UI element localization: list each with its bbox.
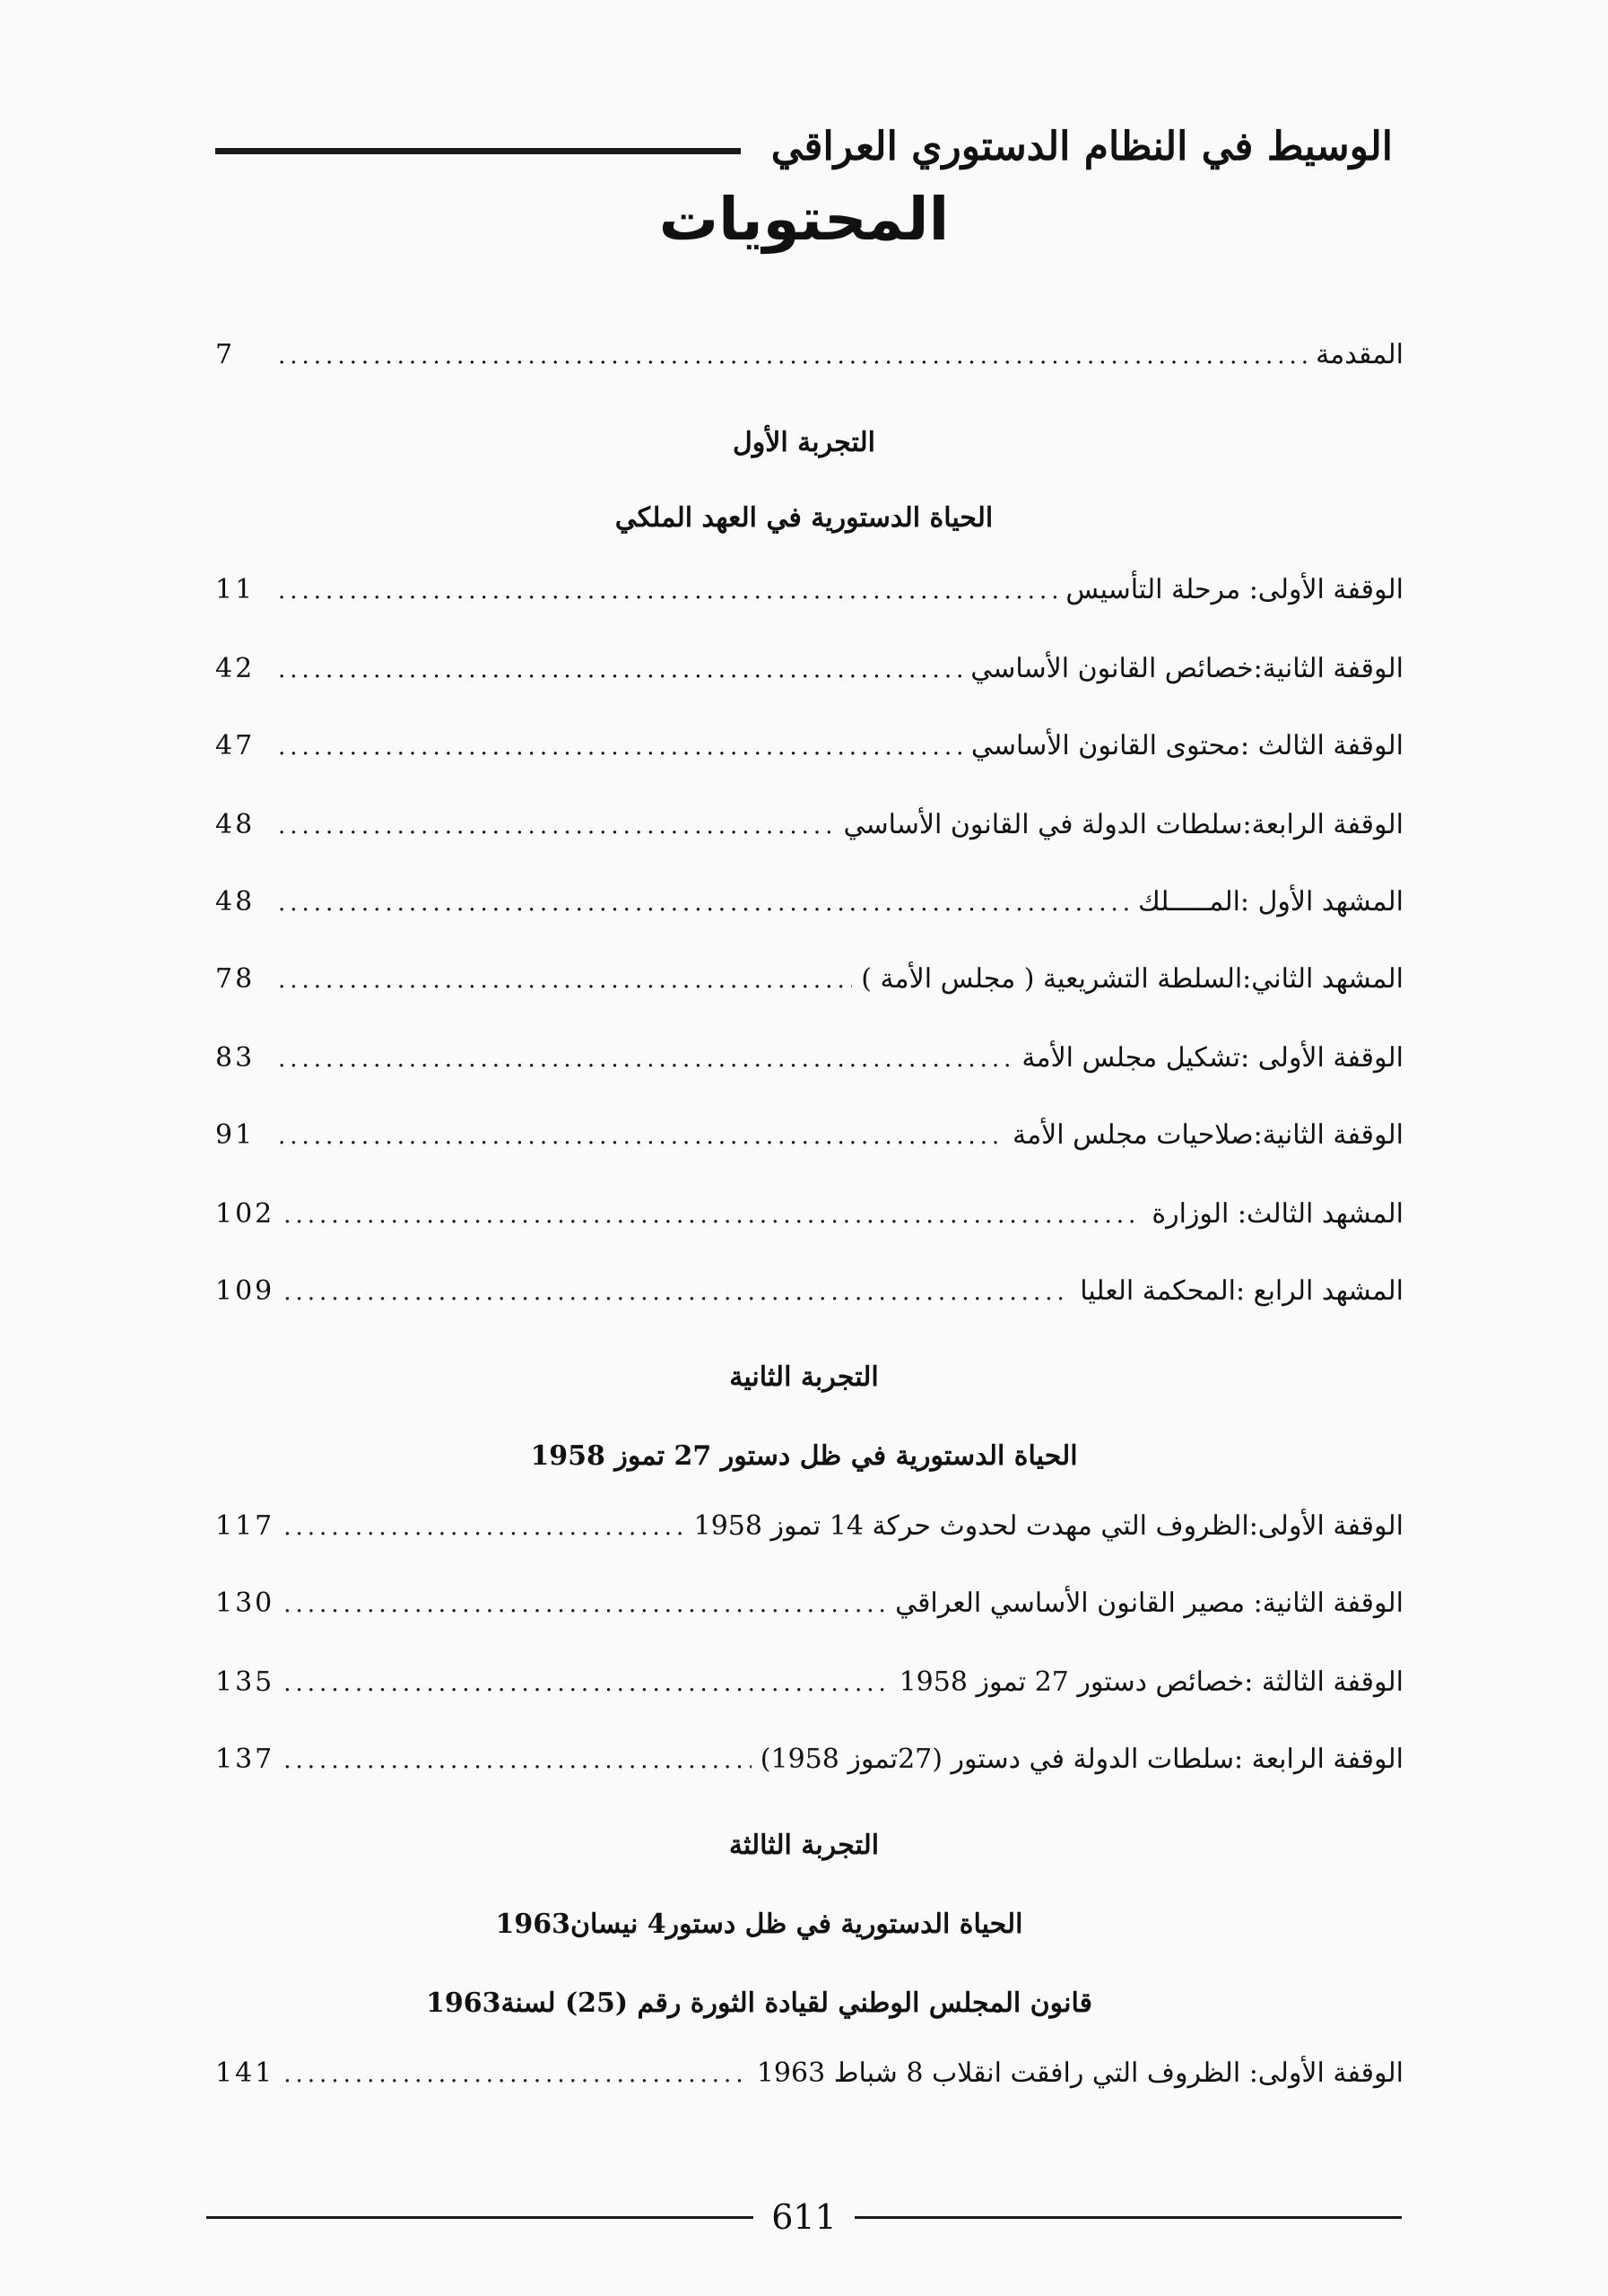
toc-entry-page: 137 <box>215 1744 275 1775</box>
header-rule <box>215 148 741 154</box>
part3-heading: التجربة الثالثة <box>728 1830 880 1861</box>
toc-entry-text: المشهد الثاني:السلطة التشريعية ( مجلس الأمة ) <box>861 963 1404 995</box>
toc-entry[interactable] <box>215 1510 1404 1564</box>
toc-entry[interactable] <box>215 1198 1404 1252</box>
toc-entry-page: 42 <box>215 653 256 684</box>
toc-entry-text: المقدمة <box>1316 339 1404 370</box>
toc-leader-dots <box>283 1591 886 1618</box>
toc-leader-dots <box>283 1747 752 1774</box>
toc-entry-page: 83 <box>215 1042 256 1074</box>
footer-rule-left <box>206 2216 753 2219</box>
toc-heading: المحتويات <box>658 185 950 254</box>
toc-entry[interactable] <box>215 653 1404 707</box>
part1-subheading: الحياة الدستورية في العهد الملكي <box>614 502 994 534</box>
toc-entry-text: المشهد الأول :المـــــلك <box>1137 886 1404 918</box>
part2-heading: التجربة الثانية <box>729 1361 879 1393</box>
toc-leader-dots <box>283 2061 748 2088</box>
toc-entry-text: الوقفة الثالث :محتوى القانون الأساسي <box>970 730 1404 761</box>
toc-entry-text: الوقفة الأولى: مرحلة التأسيس <box>1065 574 1404 605</box>
toc-leader-dots <box>278 657 961 683</box>
toc-leader-dots <box>283 1202 1143 1229</box>
part2-subheading: الحياة الدستورية في ظل دستور 27 تموز 1958 <box>530 1440 1078 1472</box>
toc-entry[interactable] <box>215 730 1404 784</box>
toc-entry-page: 47 <box>215 730 256 761</box>
toc-entry-text: الوقفة الرابعة:سلطات الدولة في القانون الأساسي <box>843 809 1404 840</box>
toc-entry-page: 78 <box>215 963 256 995</box>
part3-subheading: الحياة الدستورية في ظل دستور4 نيسان1963 <box>495 1909 1023 1940</box>
toc-entry-page: 117 <box>215 1510 275 1542</box>
toc-entry[interactable] <box>215 2057 1404 2111</box>
toc-entry[interactable] <box>215 1587 1404 1641</box>
book-title: الوسيط في النظام الدستوري العراقي <box>770 123 1393 170</box>
toc-entry[interactable] <box>215 574 1404 628</box>
toc-leader-dots <box>278 578 1056 604</box>
toc-entry-page: 109 <box>215 1275 275 1307</box>
toc-entry-text: الوقفة الأولى: الظروف التي رافقت انقلاب 8 شباط 1963 <box>756 2057 1404 2089</box>
toc-entry-page: 130 <box>215 1587 275 1619</box>
page-number: 611 <box>771 2197 837 2237</box>
toc-entry-text: المشهد الثالث: الوزارة <box>1152 1198 1404 1230</box>
toc-leader-dots <box>278 813 834 839</box>
part1-heading: التجربة الأول <box>732 427 876 458</box>
toc-entry-page: 48 <box>215 809 256 840</box>
toc-entry[interactable] <box>215 1275 1404 1329</box>
toc-entry[interactable] <box>215 809 1404 863</box>
toc-entry-page: 48 <box>215 886 256 918</box>
toc-entry-text: الوقفة الثانية: مصير القانون الأساسي العراقي <box>895 1587 1404 1619</box>
toc-leader-dots <box>278 734 962 761</box>
toc-entry-page: 135 <box>215 1666 275 1698</box>
toc-entry-intro[interactable] <box>215 339 1404 393</box>
toc-leader-dots <box>278 343 1307 370</box>
toc-entry[interactable] <box>215 1666 1404 1720</box>
toc-entry-text: الوقفة الأولى:الظروف التي مهدت لحدوث حركة 14 تموز 1958 <box>693 1510 1404 1542</box>
footer-rule-right <box>855 2216 1402 2219</box>
toc-entry-page: 91 <box>215 1119 256 1151</box>
toc-entry-page: 102 <box>215 1198 275 1230</box>
toc-entry-text: الوقفة الثالثة :خصائص دستور 27 تموز 1958 <box>899 1666 1404 1698</box>
toc-leader-dots <box>278 1046 1013 1073</box>
part3-subheading-law: قانون المجلس الوطني لقيادة الثورة رقم (25) لسنة1963 <box>425 1987 1093 2019</box>
toc-entry-text: الوقفة الثانية:خصائص القانون الأساسي <box>970 653 1404 684</box>
toc-entry-text: الوقفة الرابعة :سلطات الدولة في دستور (27تموز 1958) <box>760 1744 1404 1775</box>
toc-entry-page: 11 <box>215 574 256 605</box>
toc-leader-dots <box>278 967 852 994</box>
toc-entry[interactable] <box>215 1119 1404 1173</box>
toc-leader-dots <box>278 890 1129 917</box>
toc-leader-dots <box>283 1514 684 1541</box>
page-footer <box>206 2190 1402 2244</box>
toc-entry-text: المشهد الرابع :المحكمة العليا <box>1080 1275 1404 1307</box>
toc-leader-dots <box>283 1279 1071 1306</box>
toc-entry-text: الوقفة الثانية:صلاحيات مجلس الأمة <box>1012 1119 1404 1151</box>
toc-entry-page: 7 <box>215 339 236 370</box>
toc-leader-dots <box>278 1123 1004 1150</box>
toc-entry[interactable] <box>215 963 1404 1017</box>
toc-entry-page: 141 <box>215 2057 275 2089</box>
toc-entry-text: الوقفة الأولى :تشكيل مجلس الأمة <box>1021 1042 1404 1074</box>
toc-entry[interactable] <box>215 1744 1404 1797</box>
running-header <box>215 115 1393 178</box>
toc-leader-dots <box>283 1670 890 1697</box>
toc-entry[interactable] <box>215 886 1404 940</box>
toc-entry[interactable] <box>215 1042 1404 1096</box>
